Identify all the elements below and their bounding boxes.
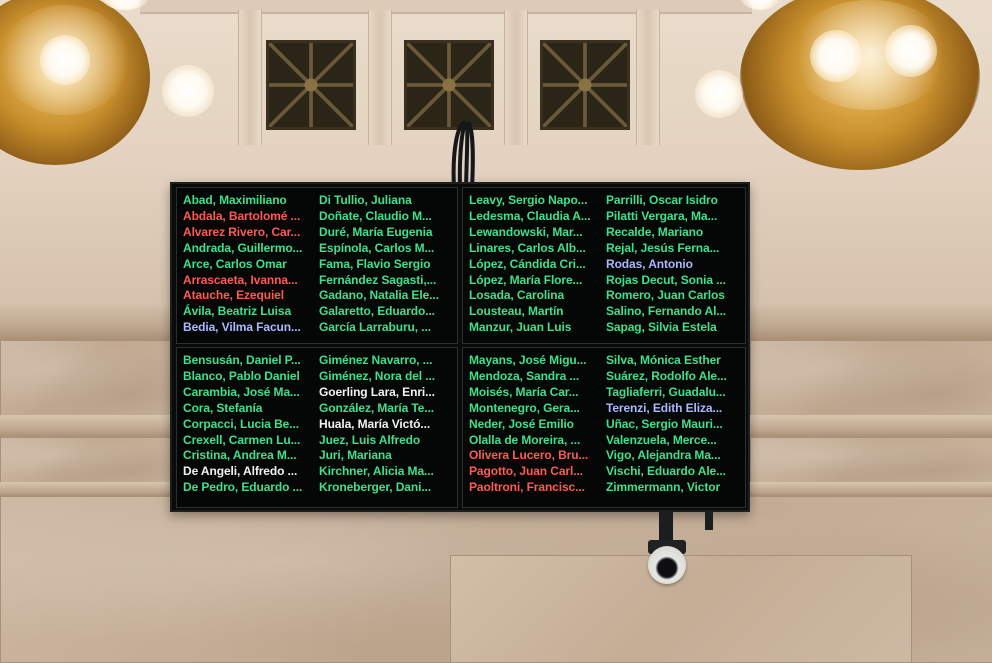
screen-top-left (176, 187, 458, 344)
senator-name: Recalde, Mariano (606, 224, 704, 239)
senator-name: Lousteau, Martín (469, 304, 564, 319)
senator-name: Blanco, Pablo Daniel (183, 368, 300, 383)
senator-name: Lewandowski, Mar... (469, 224, 583, 239)
vent-grille-icon (404, 40, 494, 130)
senator-name: Kirchner, Alicia Ma... (319, 464, 434, 479)
senator-name: Alvarez Rivero, Car... (183, 224, 301, 239)
senator-name: Goerling Lara, Enri... (319, 384, 435, 399)
light-bulb-icon (885, 25, 937, 77)
senator-name: Suárez, Rodolfo Ale... (606, 368, 727, 383)
senator-name: Parrilli, Oscar Isidro (606, 193, 718, 207)
senator-name: Vischi, Eduardo Ale... (606, 464, 726, 479)
vent-grille-icon (540, 40, 630, 130)
senator-name: Olivera Lucero, Bru... (469, 448, 589, 463)
senator-name: Ledesma, Claudia A... (469, 208, 591, 223)
senator-name: Olalla de Moreira, ... (469, 432, 581, 447)
name-column (319, 193, 451, 343)
name-column (469, 353, 602, 507)
senator-name: Juri, Mariana (319, 448, 392, 463)
senator-name: Corpacci, Lucia Be... (183, 416, 299, 431)
screen-bottom-left (176, 347, 458, 508)
senator-name: Fama, Flavio Sergio (319, 256, 431, 271)
senator-name: Mendoza, Sandra ... (469, 368, 580, 383)
display-bracket (705, 512, 713, 530)
senator-name: Juez, Luis Alfredo (319, 432, 421, 447)
senator-name: Tagliaferri, Guadalu... (606, 384, 726, 399)
senator-name: Cora, Stefanía (183, 400, 263, 415)
pilaster (636, 10, 660, 145)
pilaster (238, 10, 262, 145)
senator-name: Espínola, Carlos M... (319, 240, 435, 255)
senator-name: Leavy, Sergio Napo... (469, 193, 588, 207)
cable-bundle-icon (446, 118, 484, 188)
senator-name: Montenegro, Gera... (469, 400, 580, 415)
senator-name: Mayans, José Migu... (469, 353, 587, 367)
senator-name: López, Cándida Cri... (469, 256, 586, 271)
senator-name: Paoltroni, Francisc... (469, 480, 585, 495)
senator-name: Arrascaeta, Ivanna... (183, 272, 298, 287)
senator-name: Moisés, María Car... (469, 384, 579, 399)
senator-name: De Angeli, Alfredo ... (183, 464, 298, 479)
senator-name: Crexell, Carmen Lu... (183, 432, 301, 447)
senator-name: Pagotto, Juan Carl... (469, 464, 583, 479)
marble-panel (750, 437, 992, 484)
senator-name: Fernández Sagasti,... (319, 272, 437, 287)
senator-name: Ávila, Beatriz Luisa (183, 304, 292, 319)
senator-name: Andrada, Guillermo... (183, 240, 303, 255)
senator-name: Rejal, Jesús Ferna... (606, 240, 720, 255)
name-column (606, 353, 739, 507)
senator-name: Bensusán, Daniel P... (183, 353, 301, 367)
senator-name: Giménez, Nora del ... (319, 368, 435, 383)
senator-name: Galaretto, Eduardo... (319, 304, 435, 319)
senator-name: Carambia, José Ma... (183, 384, 300, 399)
senator-name: Zimmermann, Victor (606, 480, 721, 495)
light-bulb-icon (40, 35, 90, 85)
senator-name: García Larraburu, ... (319, 320, 431, 335)
senator-name: Kroneberger, Dani... (319, 480, 432, 495)
screen-top-right (462, 187, 746, 344)
marble-panel (0, 437, 172, 484)
name-column (183, 353, 315, 507)
security-camera-icon (648, 546, 686, 584)
light-bulb-icon (162, 65, 214, 117)
senator-name: Sapag, Silvia Estela (606, 320, 717, 335)
top-cornice (140, 0, 752, 14)
senator-name: Uñac, Sergio Mauri... (606, 416, 723, 431)
light-bulb-icon (810, 30, 862, 82)
senator-name: Abad, Maximiliano (183, 193, 287, 207)
senator-name: Rodas, Antonio (606, 256, 693, 271)
senator-name: Rojas Decut, Sonia ... (606, 272, 726, 287)
senator-name: Gadano, Natalia Ele... (319, 288, 439, 303)
pilaster (504, 10, 528, 145)
name-column (606, 193, 739, 343)
senator-name: Huala, María Victó... (319, 416, 431, 431)
senator-name: Duré, María Eugenia (319, 224, 433, 239)
senator-name: Manzur, Juan Luis (469, 320, 572, 335)
screen-bottom-right (462, 347, 746, 508)
senator-name: Romero, Juan Carlos (606, 288, 725, 303)
marble-panel (750, 340, 992, 417)
senator-name: Abdala, Bartolomé ... (183, 208, 301, 223)
name-column (469, 193, 602, 343)
light-bulb-icon (695, 70, 743, 118)
vote-display-board (170, 182, 750, 512)
senator-name: López, María Flore... (469, 272, 583, 287)
senator-name: Losada, Carolina (469, 288, 565, 303)
name-column (319, 353, 451, 507)
senator-name: Pilatti Vergara, Ma... (606, 208, 718, 223)
marble-panel (0, 340, 172, 417)
senator-name: Vigo, Alejandra Ma... (606, 448, 721, 463)
senator-name: Linares, Carlos Alb... (469, 240, 586, 255)
senator-name: Atauche, Ezequiel (183, 288, 284, 303)
senator-name: Salino, Fernando Al... (606, 304, 727, 319)
senator-name: De Pedro, Eduardo ... (183, 480, 303, 495)
senator-name: Valenzuela, Merce... (606, 432, 717, 447)
senator-name: Doñate, Claudio M... (319, 208, 432, 223)
senator-name: Silva, Mónica Esther (606, 353, 721, 367)
senator-name: Arce, Carlos Omar (183, 256, 287, 271)
senator-name: Giménez Navarro, ... (319, 353, 433, 367)
senator-name: Terenzi, Edith Eliza... (606, 400, 723, 415)
name-column (183, 193, 315, 343)
pilaster (368, 10, 392, 145)
vent-grille-icon (266, 40, 356, 130)
senator-name: Di Tullio, Juliana (319, 193, 412, 207)
senator-name: Cristina, Andrea M... (183, 448, 297, 463)
senator-name: Neder, José Emilio (469, 416, 574, 431)
senator-name: González, María Te... (319, 400, 435, 415)
senator-name: Bedia, Vilma Facun... (183, 320, 301, 335)
